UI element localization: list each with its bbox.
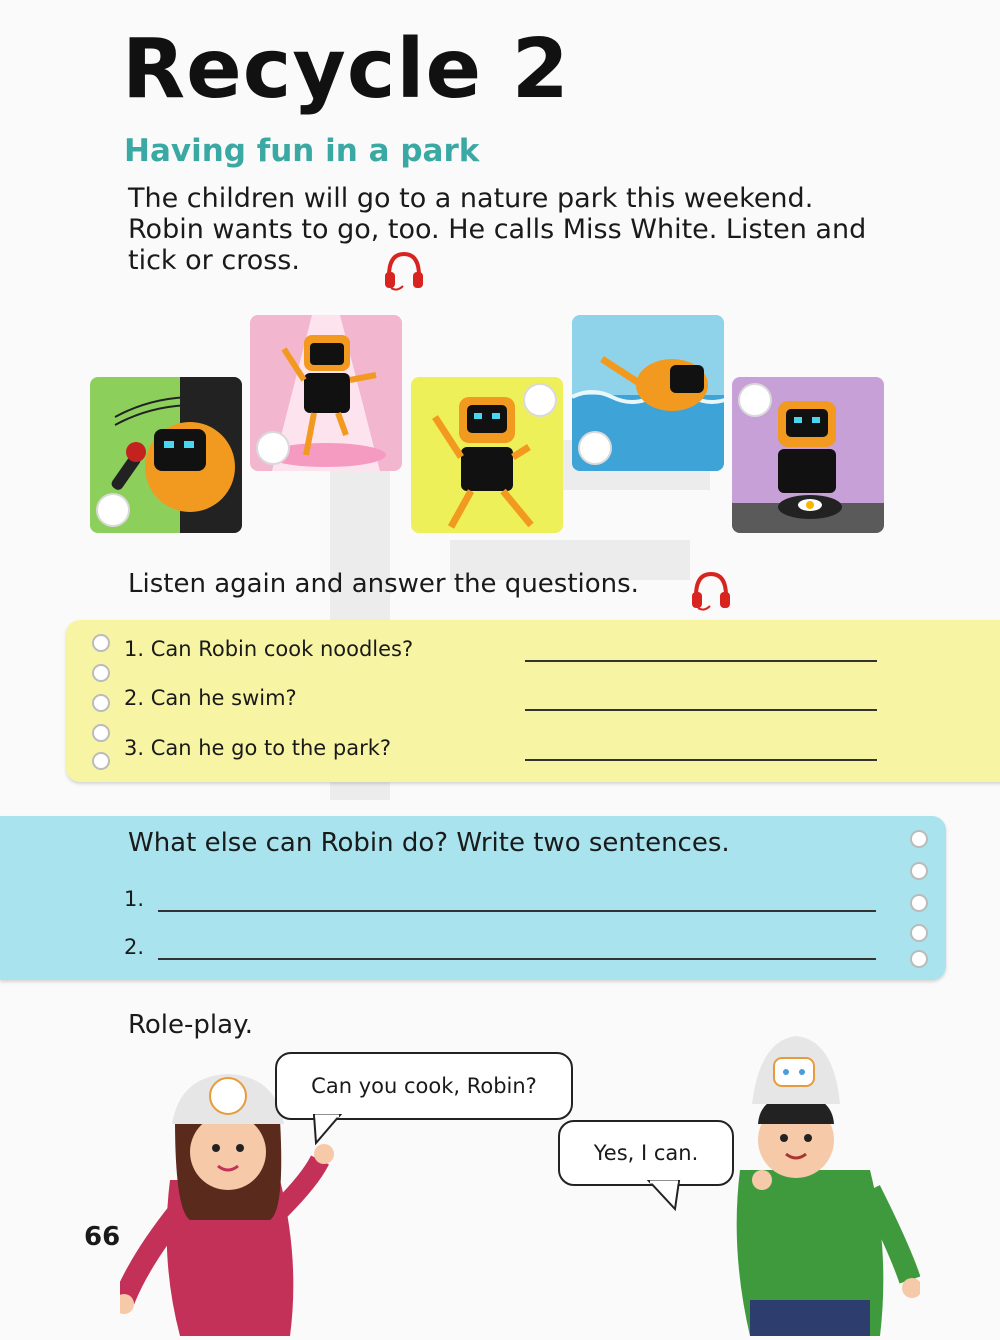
writing-heading: What else can Robin do? Write two sentences. [128, 828, 730, 858]
writing-number-2: 2. [124, 935, 145, 959]
speech-bubble-boy-tail [645, 1179, 685, 1211]
answer-line-1[interactable] [525, 660, 877, 662]
activity-card-cooking [732, 377, 884, 533]
roleplay-heading: Role-play. [128, 1010, 254, 1040]
question-1: 1. Can Robin cook noodles? [124, 637, 414, 661]
writing-number-1: 1. [124, 887, 145, 911]
instructions-text: The children will go to a nature park this weekend. Robin wants to go, too. He calls Miss White. Listen and tick or cross. [128, 183, 867, 276]
section-subtitle: Having fun in a park [124, 133, 480, 169]
question-2: 2. Can he swim? [124, 686, 297, 710]
activity-card-singing [90, 377, 242, 533]
answer-line-2[interactable] [525, 709, 877, 711]
speech-bubble-girl-text: Can you cook, Robin? [311, 1074, 537, 1098]
headphones-icon[interactable] [381, 246, 427, 292]
writing-line-1[interactable] [158, 910, 876, 912]
questions-heading: Listen again and answer the questions. [128, 569, 639, 599]
question-3: 3. Can he go to the park? [124, 736, 392, 760]
boy-illustration [700, 1030, 920, 1336]
activity-card-dancing [250, 315, 402, 471]
speech-bubble-boy [558, 1120, 734, 1186]
page-number: 66 [84, 1222, 121, 1252]
headphones-icon[interactable] [688, 566, 734, 612]
speech-bubble-girl [275, 1052, 573, 1120]
page-title: Recycle 2 [122, 22, 570, 117]
writing-line-2[interactable] [158, 958, 876, 960]
speech-bubble-boy-text: Yes, I can. [593, 1141, 699, 1165]
speech-bubble-girl-tail [310, 1113, 350, 1145]
activity-card-swimming [572, 315, 724, 471]
activity-card-dancing-2 [411, 377, 563, 533]
answer-line-3[interactable] [525, 759, 877, 761]
